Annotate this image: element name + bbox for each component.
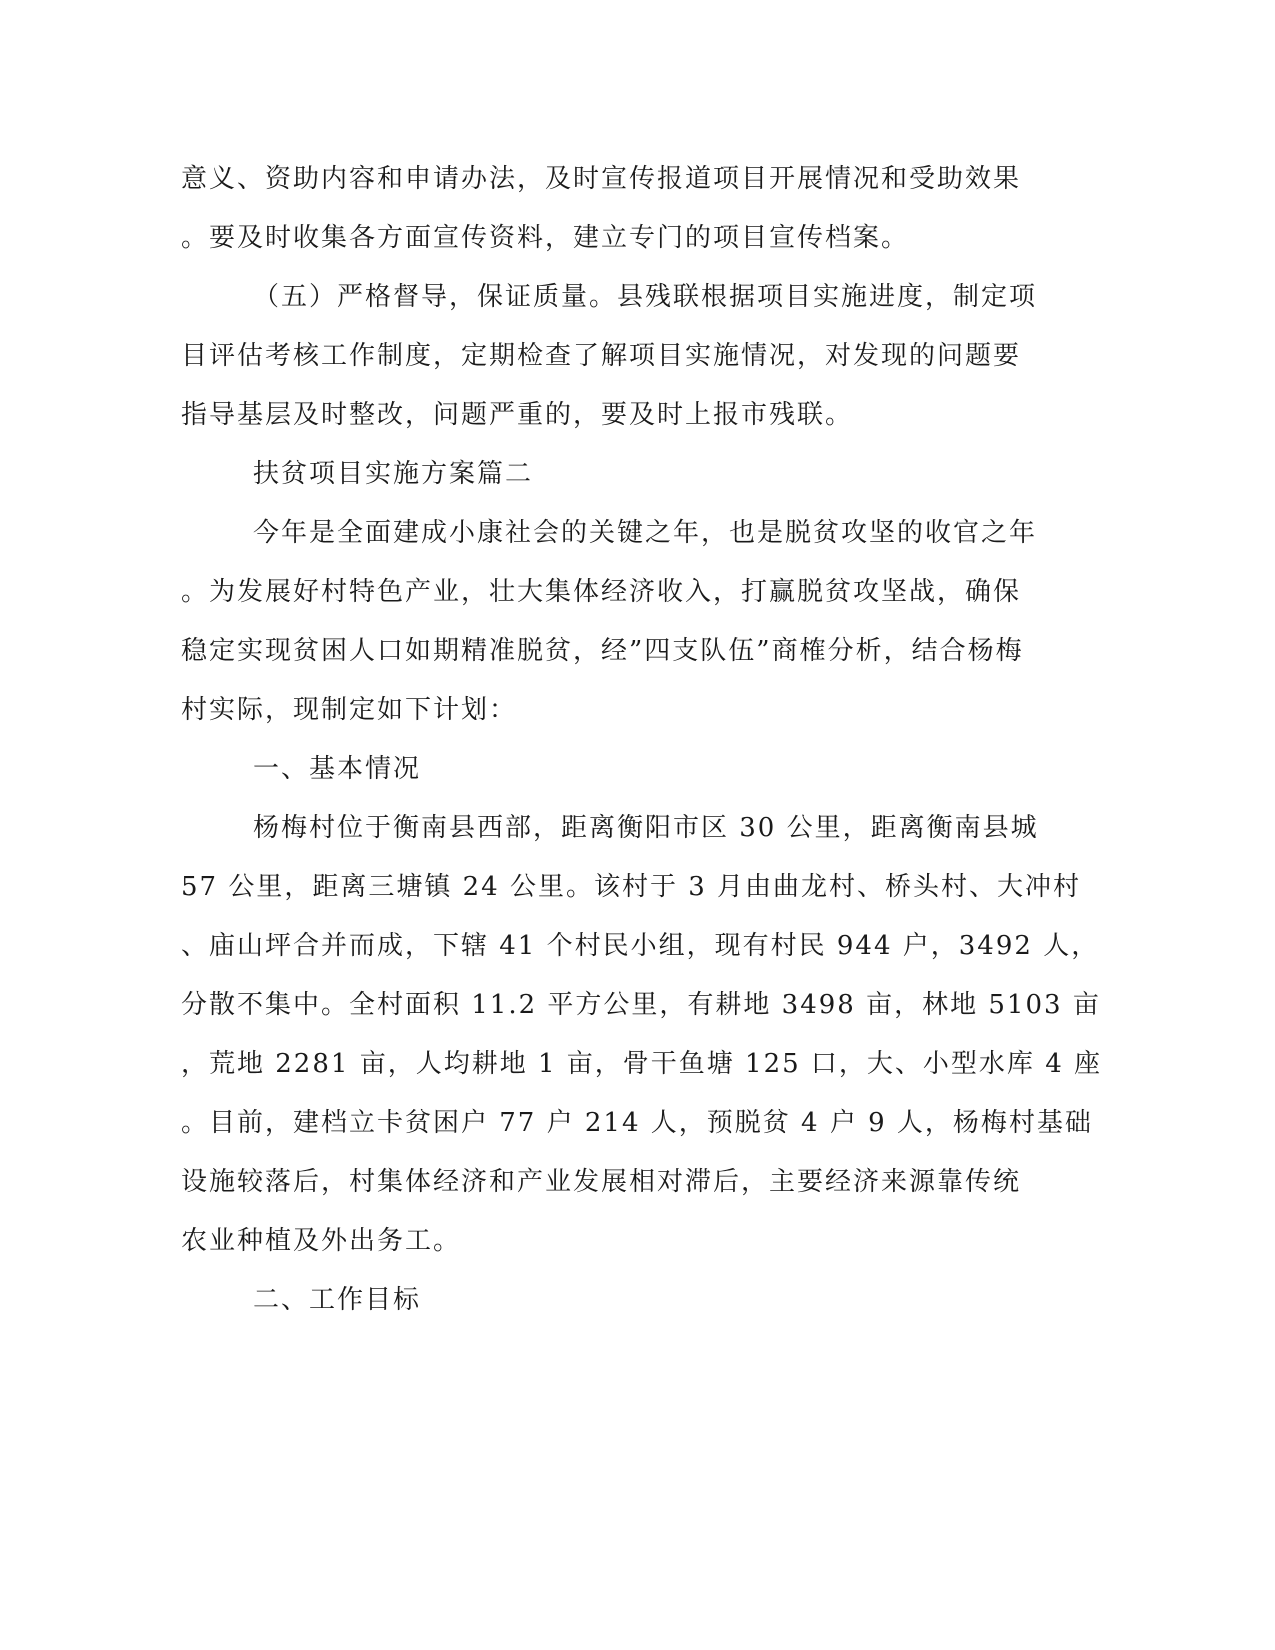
text-line: 。目前，建档立卡贫困户 77 户 214 人，预脱贫 4 户 9 人，杨梅村基础: [181, 1108, 1093, 1138]
section-heading: 扶贫项目实施方案篇二: [253, 459, 534, 489]
section-heading: 一、基本情况: [253, 754, 422, 784]
text-line: 57 公里，距离三塘镇 24 公里。该村于 3 月由曲龙村、桥头村、大冲村: [181, 872, 1082, 902]
document-body: [181, 150, 1102, 1330]
text-line: 村实际，现制定如下计划：: [181, 695, 518, 725]
text-line: 意义、资助内容和申请办法，及时宣传报道项目开展情况和受助效果: [181, 164, 1022, 194]
text-line: 指导基层及时整改，问题严重的，要及时上报市残联。: [181, 400, 854, 430]
text-line: 。为发展好村特色产业，壮大集体经济收入，打赢脱贫攻坚战，确保: [181, 577, 1022, 607]
text-line: 今年是全面建成小康社会的关键之年，也是脱贫攻坚的收官之年: [253, 518, 1038, 548]
text-line: 目评估考核工作制度，定期检查了解项目实施情况，对发现的问题要: [181, 341, 1022, 371]
text-line: ，荒地 2281 亩，人均耕地 1 亩，骨干鱼塘 125 口，大、小型水库 4 座: [181, 1049, 1102, 1079]
text-line: （五）严格督导，保证质量。县残联根据项目实施进度，制定项: [253, 282, 1038, 312]
text-line: 杨梅村位于衡南县西部，距离衡阳市区 30 公里，距离衡南县城: [253, 813, 1039, 843]
text-line: 。要及时收集各方面宣传资料，建立专门的项目宣传档案。: [181, 223, 910, 253]
text-line: 农业种植及外出务工。: [181, 1226, 462, 1256]
text-line: 、庙山坪合并而成，下辖 41 个村民小组，现有村民 944 户，3492 人，: [181, 931, 1100, 961]
section-heading: 二、工作目标: [253, 1285, 422, 1315]
text-line: 设施较落后，村集体经济和产业发展相对滞后，主要经济来源靠传统: [181, 1167, 1022, 1197]
text-line: 稳定实现贫困人口如期精准脱贫，经”四支队伍”商榷分析，结合杨梅: [181, 636, 1024, 666]
text-line: 分散不集中。全村面积 11.2 平方公里，有耕地 3498 亩，林地 5103 亩: [181, 990, 1101, 1020]
